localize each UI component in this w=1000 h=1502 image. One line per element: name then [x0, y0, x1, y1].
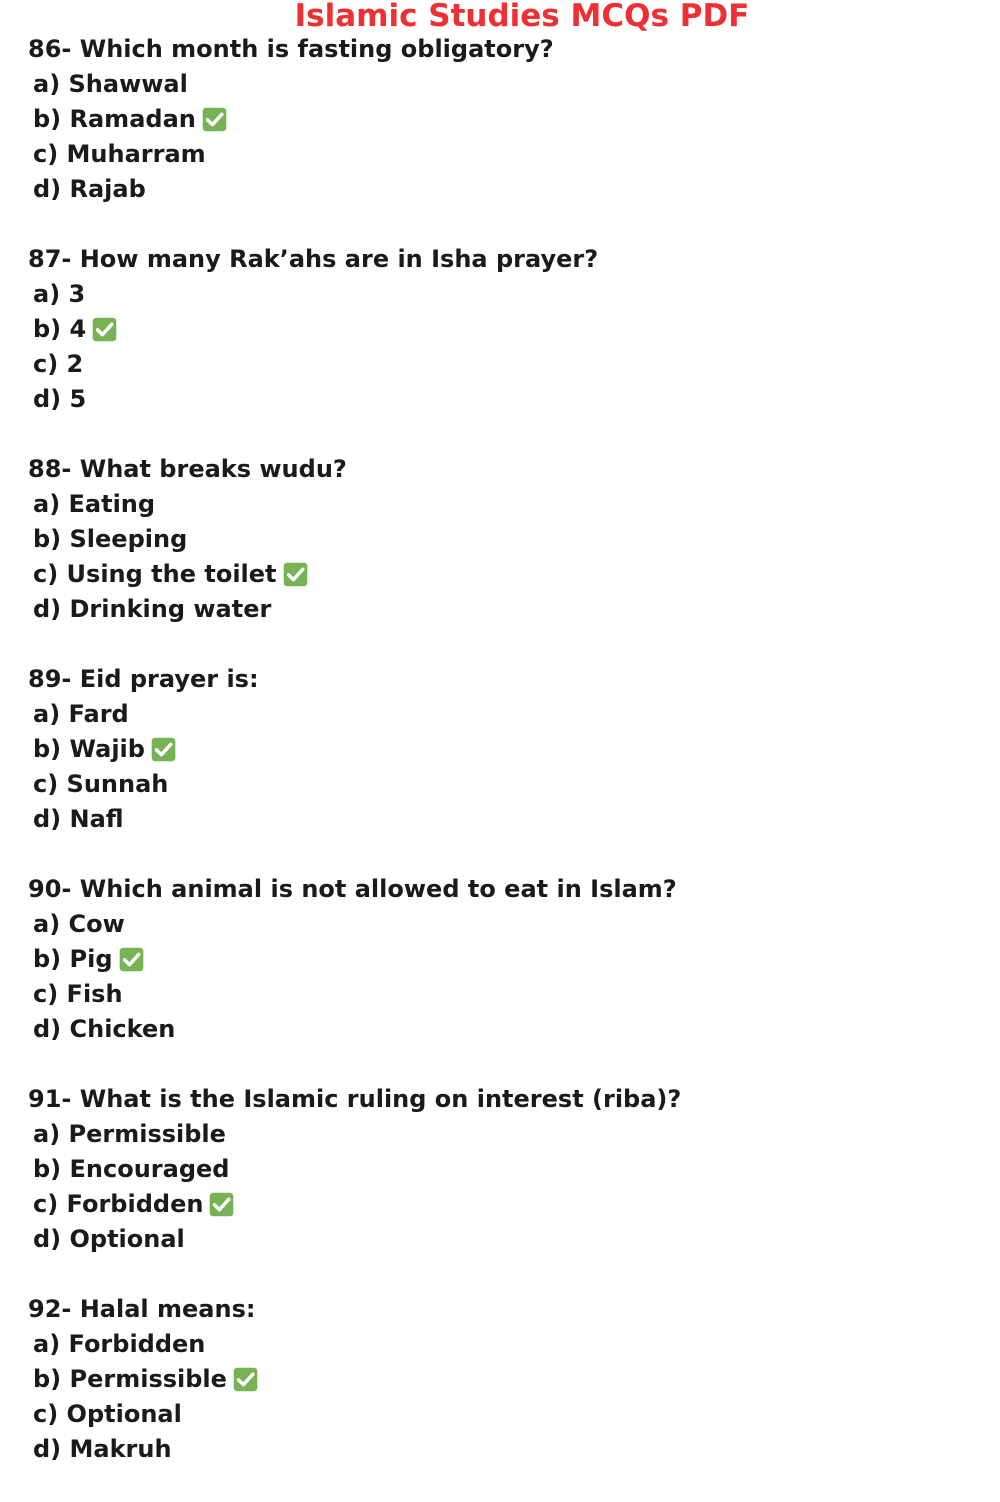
option-label: a) Eating	[33, 490, 156, 518]
option-label: b) Ramadan	[33, 105, 196, 133]
option-label: a) 3	[33, 280, 86, 308]
question-text: 92- Halal means:	[28, 1295, 256, 1323]
question-block	[28, 242, 968, 452]
check-mark-icon	[92, 317, 117, 342]
option-label: a) Fard	[33, 700, 129, 728]
answer-option	[28, 172, 968, 207]
option-label: c) Forbidden	[33, 1190, 204, 1218]
answer-option-correct	[28, 557, 968, 592]
mcq-list	[28, 32, 968, 1502]
answer-option	[28, 907, 968, 942]
answer-option	[28, 1117, 968, 1152]
check-mark-icon	[119, 947, 144, 972]
check-mark-icon	[151, 737, 176, 762]
option-label: a) Shawwal	[33, 70, 188, 98]
option-label: c) 2	[33, 350, 84, 378]
option-label: b) Permissible	[33, 1365, 227, 1393]
answer-option	[28, 487, 968, 522]
option-label: a) Forbidden	[33, 1330, 206, 1358]
answer-option	[28, 592, 968, 627]
option-label: d) Makruh	[33, 1435, 172, 1463]
option-label: c) Using the toilet	[33, 560, 277, 588]
option-label: b) Wajib	[33, 735, 145, 763]
option-label: c) Sunnah	[33, 770, 169, 798]
question-text: 91- What is the Islamic ruling on interest (riba)?	[28, 1085, 682, 1113]
question-text: 89- Eid prayer is:	[28, 665, 259, 693]
question-block	[28, 32, 968, 242]
check-mark-icon	[209, 1192, 234, 1217]
question-block	[28, 662, 968, 872]
question-text: 86- Which month is fasting obligatory?	[28, 35, 554, 63]
question-text: 88- What breaks wudu?	[28, 455, 347, 483]
option-label: d) 5	[33, 385, 87, 413]
answer-option-correct	[28, 732, 968, 767]
option-label: c) Muharram	[33, 140, 206, 168]
answer-option	[28, 1152, 968, 1187]
answer-option	[28, 977, 968, 1012]
question-text: 90- Which animal is not allowed to eat in Islam?	[28, 875, 677, 903]
question-text: 87- How many Rak’ahs are in Isha prayer?	[28, 245, 599, 273]
answer-option-correct	[28, 312, 968, 347]
check-mark-icon	[233, 1367, 258, 1392]
answer-option	[28, 347, 968, 382]
answer-option	[28, 67, 968, 102]
answer-option	[28, 1012, 968, 1047]
option-label: c) Optional	[33, 1400, 182, 1428]
option-label: b) 4	[33, 315, 87, 343]
answer-option	[28, 382, 968, 417]
option-label: d) Chicken	[33, 1015, 176, 1043]
question-block	[28, 872, 968, 1082]
answer-option	[28, 1222, 968, 1257]
option-label: d) Drinking water	[33, 595, 272, 623]
answer-option	[28, 697, 968, 732]
answer-option	[28, 802, 968, 837]
answer-option	[28, 522, 968, 557]
answer-option-correct	[28, 1187, 968, 1222]
option-label: d) Rajab	[33, 175, 146, 203]
question-block	[28, 452, 968, 662]
page-title: Islamic Studies MCQs PDF	[294, 0, 750, 34]
option-label: b) Pig	[33, 945, 113, 973]
answer-option	[28, 137, 968, 172]
check-mark-icon	[283, 562, 308, 587]
check-mark-icon	[202, 107, 227, 132]
answer-option	[28, 1327, 968, 1362]
option-label: b) Encouraged	[33, 1155, 230, 1183]
answer-option	[28, 1432, 968, 1467]
option-label: d) Nafl	[33, 805, 124, 833]
option-label: c) Fish	[33, 980, 123, 1008]
question-block	[28, 1292, 968, 1502]
option-label: b) Sleeping	[33, 525, 188, 553]
answer-option	[28, 277, 968, 312]
option-label: a) Permissible	[33, 1120, 226, 1148]
option-label: a) Cow	[33, 910, 125, 938]
answer-option-correct	[28, 1362, 968, 1397]
answer-option	[28, 767, 968, 802]
question-block	[28, 1082, 968, 1292]
option-label: d) Optional	[33, 1225, 185, 1253]
answer-option	[28, 1397, 968, 1432]
answer-option-correct	[28, 942, 968, 977]
answer-option-correct	[28, 102, 968, 137]
